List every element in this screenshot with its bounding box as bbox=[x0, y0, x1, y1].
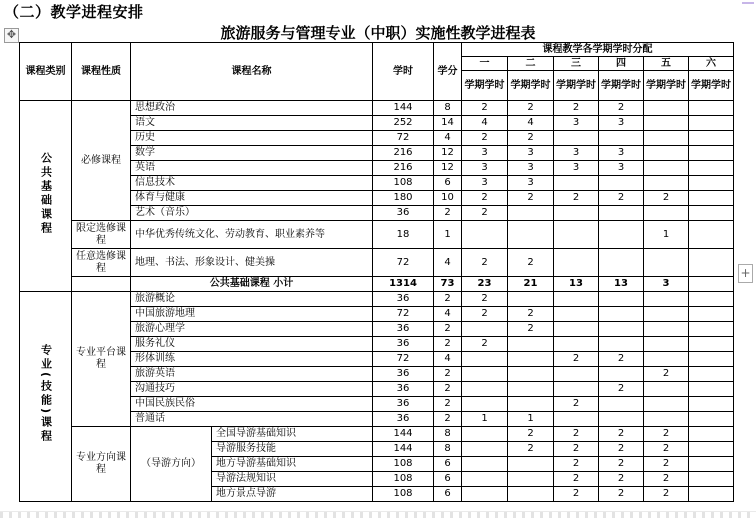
term-6-hours bbox=[689, 131, 734, 146]
term-2-hours: 2 bbox=[508, 131, 554, 146]
term-5-hours bbox=[644, 322, 689, 337]
term-1-hours bbox=[462, 382, 508, 397]
term-1-hours bbox=[462, 457, 508, 472]
term-5-hours bbox=[644, 352, 689, 367]
course-credit: 8 bbox=[434, 427, 462, 442]
header-term-3: 三 bbox=[554, 57, 599, 71]
teaching-plan-table bbox=[19, 42, 734, 502]
course-hours: 108 bbox=[373, 176, 434, 191]
course-credit: 12 bbox=[434, 161, 462, 176]
subtotal-label: 公共基础课程 小计 bbox=[131, 277, 373, 292]
header-term-unit-5: 学期学时 bbox=[644, 71, 689, 101]
term-4-hours: 2 bbox=[599, 352, 644, 367]
course-hours: 252 bbox=[373, 116, 434, 131]
term-5-hours bbox=[644, 307, 689, 322]
term-4-hours bbox=[599, 249, 644, 277]
term-1-hours: 3 bbox=[462, 161, 508, 176]
term-1-hours: 2 bbox=[462, 206, 508, 221]
course-name: 服务礼仪 bbox=[131, 337, 373, 352]
course-hours: 36 bbox=[373, 382, 434, 397]
term-3-hours bbox=[554, 131, 599, 146]
term-6-hours bbox=[689, 382, 734, 397]
header-term-unit-6: 学期学时 bbox=[689, 71, 734, 101]
term-6-hours bbox=[689, 116, 734, 131]
term-3-hours bbox=[554, 221, 599, 249]
subtotal-credit: 73 bbox=[434, 277, 462, 292]
term-6-hours bbox=[689, 191, 734, 206]
header-distribution: 课程教学各学期学时分配 bbox=[462, 43, 734, 57]
term-1-hours: 3 bbox=[462, 146, 508, 161]
term-2-hours: 2 bbox=[508, 427, 554, 442]
term-1-hours: 4 bbox=[462, 116, 508, 131]
term-5-hours bbox=[644, 292, 689, 307]
term-5-hours: 1 bbox=[644, 221, 689, 249]
term-1-hours: 2 bbox=[462, 191, 508, 206]
course-credit: 2 bbox=[434, 397, 462, 412]
header-term-unit-1: 学期学时 bbox=[462, 71, 508, 101]
term-6-hours bbox=[689, 337, 734, 352]
course-name: 旅游概论 bbox=[131, 292, 373, 307]
term-1-hours bbox=[462, 322, 508, 337]
term-5-hours bbox=[644, 116, 689, 131]
course-name: 中国旅游地理 bbox=[131, 307, 373, 322]
document-title: 旅游服务与管理专业（中职）实施性教学进程表 bbox=[220, 24, 536, 42]
term-6-hours bbox=[689, 487, 734, 502]
term-5-hours bbox=[644, 146, 689, 161]
course-credit: 2 bbox=[434, 206, 462, 221]
term-3-hours bbox=[554, 382, 599, 397]
term-5-hours bbox=[644, 397, 689, 412]
course-credit: 4 bbox=[434, 249, 462, 277]
term-3-hours: 2 bbox=[554, 427, 599, 442]
header-term-4: 四 bbox=[599, 57, 644, 71]
term-2-hours: 2 bbox=[508, 249, 554, 277]
term-3-hours: 3 bbox=[554, 146, 599, 161]
term-4-hours: 2 bbox=[599, 442, 644, 457]
term-5-hours bbox=[644, 101, 689, 116]
term-3-hours: 2 bbox=[554, 352, 599, 367]
term-1-hours bbox=[462, 487, 508, 502]
table-row bbox=[20, 43, 734, 57]
term-5-hours bbox=[644, 161, 689, 176]
course-credit: 4 bbox=[434, 307, 462, 322]
term-3-hours bbox=[554, 337, 599, 352]
term-6-hours bbox=[689, 307, 734, 322]
course-hours: 18 bbox=[373, 221, 434, 249]
course-hours: 144 bbox=[373, 427, 434, 442]
course-name: 沟通技巧 bbox=[131, 382, 373, 397]
term-4-hours: 2 bbox=[599, 101, 644, 116]
course-name: 导游服务技能 bbox=[212, 442, 373, 457]
course-hours: 36 bbox=[373, 337, 434, 352]
course-name: 导游法规知识 bbox=[212, 472, 373, 487]
header-term-unit-4: 学期学时 bbox=[599, 71, 644, 101]
course-hours: 36 bbox=[373, 367, 434, 382]
header-term-2: 二 bbox=[508, 57, 554, 71]
course-hours: 72 bbox=[373, 352, 434, 367]
nature-optional-elective: 任意选修课程 bbox=[72, 249, 131, 277]
term-3-hours: 2 bbox=[554, 442, 599, 457]
term-2-hours bbox=[508, 352, 554, 367]
course-hours: 180 bbox=[373, 191, 434, 206]
course-name: 体育与健康 bbox=[131, 191, 373, 206]
term-5-hours: 2 bbox=[644, 427, 689, 442]
term-1-hours: 2 bbox=[462, 307, 508, 322]
term-4-hours bbox=[599, 322, 644, 337]
term-1-hours bbox=[462, 221, 508, 249]
term-2-hours bbox=[508, 397, 554, 412]
course-name: 历史 bbox=[131, 131, 373, 146]
term-2-hours: 2 bbox=[508, 191, 554, 206]
term-6-hours bbox=[689, 161, 734, 176]
tour-guide-direction: （导游方向） bbox=[131, 427, 212, 502]
term-1-hours: 2 bbox=[462, 337, 508, 352]
term-5-hours bbox=[644, 206, 689, 221]
course-name: 全国导游基础知识 bbox=[212, 427, 373, 442]
course-credit: 2 bbox=[434, 292, 462, 307]
course-name: 地方景点导游 bbox=[212, 487, 373, 502]
term-6-hours bbox=[689, 221, 734, 249]
term-5-hours: 2 bbox=[644, 457, 689, 472]
term-6-hours bbox=[689, 367, 734, 382]
term-3-hours: 2 bbox=[554, 191, 599, 206]
course-hours: 36 bbox=[373, 322, 434, 337]
course-name: 地方导游基础知识 bbox=[212, 457, 373, 472]
term-2-hours: 21 bbox=[508, 277, 554, 292]
term-3-hours bbox=[554, 176, 599, 191]
course-name: 旅游英语 bbox=[131, 367, 373, 382]
term-6-hours bbox=[689, 322, 734, 337]
term-2-hours: 1 bbox=[508, 412, 554, 427]
term-4-hours: 3 bbox=[599, 161, 644, 176]
table-row bbox=[20, 101, 734, 116]
term-2-hours bbox=[508, 206, 554, 221]
course-credit: 4 bbox=[434, 352, 462, 367]
course-hours: 36 bbox=[373, 412, 434, 427]
term-5-hours: 3 bbox=[644, 277, 689, 292]
header-term-unit-3: 学期学时 bbox=[554, 71, 599, 101]
term-1-hours: 2 bbox=[462, 101, 508, 116]
table-row bbox=[20, 277, 734, 292]
term-1-hours: 2 bbox=[462, 292, 508, 307]
course-name: 旅游心理学 bbox=[131, 322, 373, 337]
term-4-hours: 2 bbox=[599, 427, 644, 442]
course-name: 普通话 bbox=[131, 412, 373, 427]
course-credit: 8 bbox=[434, 101, 462, 116]
nature-platform: 专业平台课程 bbox=[72, 292, 131, 427]
term-1-hours bbox=[462, 427, 508, 442]
term-1-hours: 2 bbox=[462, 249, 508, 277]
course-name: 艺术（音乐） bbox=[131, 206, 373, 221]
term-4-hours: 2 bbox=[599, 382, 644, 397]
course-hours: 144 bbox=[373, 442, 434, 457]
term-1-hours bbox=[462, 397, 508, 412]
course-credit: 2 bbox=[434, 382, 462, 397]
term-5-hours: 2 bbox=[644, 472, 689, 487]
course-name: 语文 bbox=[131, 116, 373, 131]
header-term-5: 五 bbox=[644, 57, 689, 71]
category-professional bbox=[20, 292, 72, 502]
term-4-hours bbox=[599, 292, 644, 307]
term-2-hours: 3 bbox=[508, 176, 554, 191]
course-credit: 1 bbox=[434, 221, 462, 249]
term-2-hours: 2 bbox=[508, 322, 554, 337]
term-1-hours bbox=[462, 352, 508, 367]
course-credit: 10 bbox=[434, 191, 462, 206]
header-term-1: 一 bbox=[462, 57, 508, 71]
term-1-hours: 1 bbox=[462, 412, 508, 427]
term-6-hours bbox=[689, 146, 734, 161]
subtotal-label-spacer bbox=[72, 277, 131, 292]
term-2-hours: 4 bbox=[508, 116, 554, 131]
term-2-hours bbox=[508, 367, 554, 382]
course-hours: 108 bbox=[373, 472, 434, 487]
term-1-hours: 3 bbox=[462, 176, 508, 191]
table-row bbox=[20, 292, 734, 307]
course-hours: 36 bbox=[373, 292, 434, 307]
add-column-icon[interactable]: + bbox=[738, 264, 753, 283]
term-4-hours: 2 bbox=[599, 472, 644, 487]
term-4-hours bbox=[599, 307, 644, 322]
term-3-hours: 3 bbox=[554, 161, 599, 176]
subtotal-hours: 1314 bbox=[373, 277, 434, 292]
nature-direction: 专业方向课程 bbox=[72, 427, 131, 502]
term-4-hours: 2 bbox=[599, 191, 644, 206]
term-2-hours: 2 bbox=[508, 307, 554, 322]
term-6-hours bbox=[689, 352, 734, 367]
course-credit: 6 bbox=[434, 457, 462, 472]
course-hours: 36 bbox=[373, 397, 434, 412]
category-professional-text: 专业(技能)课程 bbox=[39, 344, 53, 445]
term-4-hours bbox=[599, 131, 644, 146]
term-3-hours: 2 bbox=[554, 487, 599, 502]
course-credit: 2 bbox=[434, 412, 462, 427]
term-3-hours bbox=[554, 206, 599, 221]
term-3-hours bbox=[554, 322, 599, 337]
term-2-hours bbox=[508, 472, 554, 487]
course-hours: 216 bbox=[373, 161, 434, 176]
course-credit: 6 bbox=[434, 487, 462, 502]
term-2-hours bbox=[508, 337, 554, 352]
term-5-hours bbox=[644, 382, 689, 397]
term-1-hours bbox=[462, 367, 508, 382]
term-3-hours bbox=[554, 307, 599, 322]
term-4-hours bbox=[599, 221, 644, 249]
header-course-name: 课程名称 bbox=[131, 43, 373, 101]
category-public-basic-text: 公共基础课程 bbox=[39, 152, 53, 236]
term-1-hours bbox=[462, 442, 508, 457]
term-3-hours bbox=[554, 367, 599, 382]
term-2-hours bbox=[508, 457, 554, 472]
course-credit: 4 bbox=[434, 131, 462, 146]
term-1-hours bbox=[462, 472, 508, 487]
term-3-hours: 2 bbox=[554, 397, 599, 412]
course-credit: 6 bbox=[434, 472, 462, 487]
course-hours: 72 bbox=[373, 249, 434, 277]
term-4-hours bbox=[599, 206, 644, 221]
term-3-hours: 2 bbox=[554, 472, 599, 487]
term-3-hours bbox=[554, 412, 599, 427]
header-nature: 课程性质 bbox=[72, 43, 131, 101]
header-hours: 学时 bbox=[373, 43, 434, 101]
term-5-hours: 2 bbox=[644, 442, 689, 457]
term-4-hours bbox=[599, 337, 644, 352]
term-6-hours bbox=[689, 397, 734, 412]
term-6-hours bbox=[689, 101, 734, 116]
course-credit: 2 bbox=[434, 337, 462, 352]
term-4-hours bbox=[599, 176, 644, 191]
course-hours: 108 bbox=[373, 487, 434, 502]
term-5-hours bbox=[644, 412, 689, 427]
section-heading: （二）教学进程安排 bbox=[4, 3, 144, 21]
term-5-hours: 2 bbox=[644, 367, 689, 382]
course-name: 数学 bbox=[131, 146, 373, 161]
course-name: 中国民族民俗 bbox=[131, 397, 373, 412]
term-2-hours bbox=[508, 382, 554, 397]
table-row bbox=[20, 427, 734, 442]
category-public-basic bbox=[20, 101, 72, 292]
term-6-hours bbox=[689, 457, 734, 472]
term-6-hours bbox=[689, 427, 734, 442]
header-term-unit-2: 学期学时 bbox=[508, 71, 554, 101]
term-6-hours bbox=[689, 206, 734, 221]
term-6-hours bbox=[689, 412, 734, 427]
term-4-hours: 3 bbox=[599, 116, 644, 131]
term-6-hours bbox=[689, 176, 734, 191]
scroll-indicator bbox=[742, 2, 754, 4]
term-4-hours bbox=[599, 397, 644, 412]
term-5-hours bbox=[644, 176, 689, 191]
term-5-hours: 2 bbox=[644, 487, 689, 502]
course-credit: 14 bbox=[434, 116, 462, 131]
term-4-hours: 3 bbox=[599, 146, 644, 161]
term-2-hours: 3 bbox=[508, 146, 554, 161]
course-credit: 12 bbox=[434, 146, 462, 161]
term-4-hours bbox=[599, 367, 644, 382]
term-3-hours: 2 bbox=[554, 457, 599, 472]
course-credit: 8 bbox=[434, 442, 462, 457]
term-3-hours: 2 bbox=[554, 101, 599, 116]
course-hours: 72 bbox=[373, 307, 434, 322]
move-handle-icon[interactable]: ✥ bbox=[4, 28, 19, 43]
term-6-hours bbox=[689, 442, 734, 457]
term-2-hours bbox=[508, 487, 554, 502]
term-6-hours bbox=[689, 249, 734, 277]
term-3-hours bbox=[554, 249, 599, 277]
term-3-hours: 3 bbox=[554, 116, 599, 131]
course-name: 思想政治 bbox=[131, 101, 373, 116]
term-6-hours bbox=[689, 292, 734, 307]
term-4-hours: 13 bbox=[599, 277, 644, 292]
header-category: 课程类别 bbox=[20, 43, 72, 101]
term-3-hours: 13 bbox=[554, 277, 599, 292]
term-2-hours: 2 bbox=[508, 442, 554, 457]
table-row bbox=[20, 249, 734, 277]
table-row bbox=[20, 221, 734, 249]
course-hours: 108 bbox=[373, 457, 434, 472]
course-credit: 6 bbox=[434, 176, 462, 191]
term-6-hours bbox=[689, 277, 734, 292]
term-5-hours bbox=[644, 249, 689, 277]
term-1-hours: 2 bbox=[462, 131, 508, 146]
course-name: 英语 bbox=[131, 161, 373, 176]
course-name: 信息技术 bbox=[131, 176, 373, 191]
header-credit: 学分 bbox=[434, 43, 462, 101]
course-name: 形体训练 bbox=[131, 352, 373, 367]
term-4-hours bbox=[599, 412, 644, 427]
course-hours: 72 bbox=[373, 131, 434, 146]
course-credit: 2 bbox=[434, 322, 462, 337]
course-hours: 144 bbox=[373, 101, 434, 116]
term-1-hours: 23 bbox=[462, 277, 508, 292]
term-5-hours: 2 bbox=[644, 191, 689, 206]
course-credit: 2 bbox=[434, 367, 462, 382]
term-2-hours bbox=[508, 292, 554, 307]
term-2-hours: 3 bbox=[508, 161, 554, 176]
term-4-hours: 2 bbox=[599, 487, 644, 502]
term-6-hours bbox=[689, 472, 734, 487]
course-name: 中华优秀传统文化、劳动教育、职业素养等 bbox=[131, 221, 373, 249]
term-4-hours: 2 bbox=[599, 457, 644, 472]
term-3-hours bbox=[554, 292, 599, 307]
term-2-hours bbox=[508, 221, 554, 249]
term-5-hours bbox=[644, 337, 689, 352]
header-term-6: 六 bbox=[689, 57, 734, 71]
course-hours: 216 bbox=[373, 146, 434, 161]
nature-limited-elective: 限定选修课程 bbox=[72, 221, 131, 249]
term-5-hours bbox=[644, 131, 689, 146]
course-hours: 36 bbox=[373, 206, 434, 221]
course-name: 地理、书法、形象设计、健美操 bbox=[131, 249, 373, 277]
term-2-hours: 2 bbox=[508, 101, 554, 116]
nature-required: 必修课程 bbox=[72, 101, 131, 221]
